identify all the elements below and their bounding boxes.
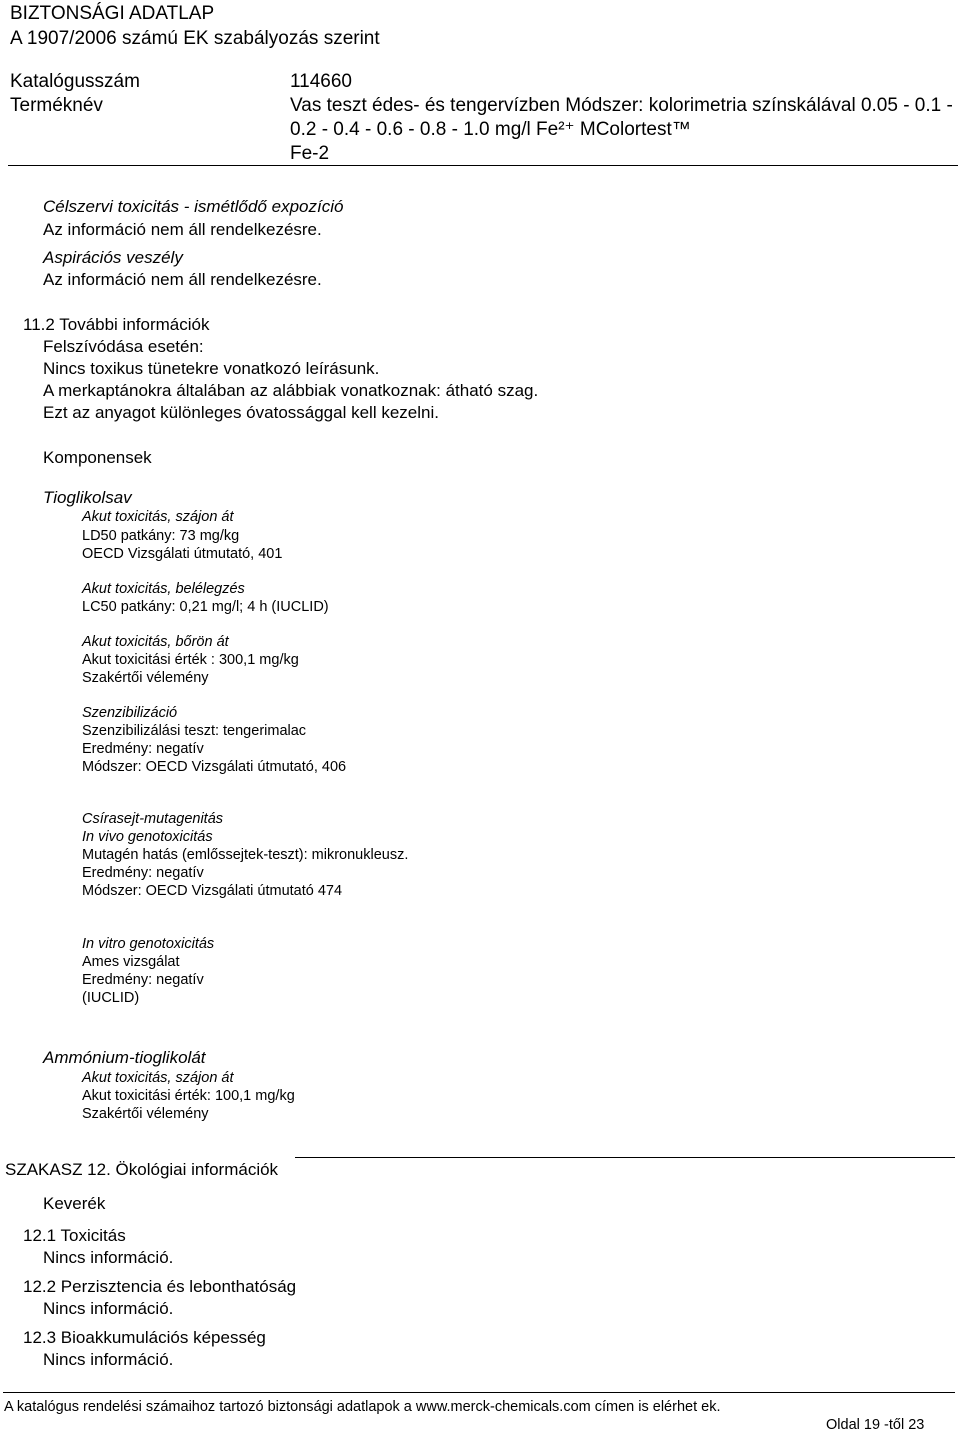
sensitisation-line: Szenzibilizálási teszt: tengerimalac (82, 723, 307, 739)
in-vivo-title: In vivo genotoxicitás (82, 829, 213, 845)
acute-inhalation-title: Akut toxicitás, belélegzés (82, 581, 245, 597)
acute-oral-line: LD50 patkány: 73 mg/kg (82, 528, 240, 544)
toxicity-text: Nincs információ. (43, 1248, 174, 1267)
acute-inhalation-line: LC50 patkány: 0,21 mg/l; 4 h (IUCLID) (82, 599, 329, 615)
mixture-label: Keverék (43, 1194, 106, 1213)
sensitisation-line: Módszer: OECD Vizsgálati útmutató, 406 (82, 759, 347, 775)
in-vitro-title: In vitro genotoxicitás (82, 936, 215, 952)
section-12-title: SZAKASZ 12. Ökológiai információk (5, 1160, 279, 1179)
acute-oral-line: Akut toxicitási érték: 100,1 mg/kg (82, 1088, 295, 1104)
stot-repeated-text: Az információ nem áll rendelkezésre. (43, 220, 322, 239)
product-label: Terméknév (10, 95, 103, 116)
doc-title: BIZTONSÁGI ADATLAP (10, 3, 215, 24)
stot-repeated-title: Célszervi toxicitás - ismétlődő expozíció (43, 197, 344, 216)
product-name-line3: Fe-2 (290, 143, 330, 164)
aspiration-title: Aspirációs veszély (43, 248, 183, 267)
persistence-text: Nincs információ. (43, 1299, 174, 1318)
additional-info-title: 11.2 További információk (23, 315, 210, 334)
in-vivo-line: Eredmény: negatív (82, 865, 204, 881)
footer-divider (3, 1392, 955, 1393)
bioaccumulation-title: 12.3 Bioakkumulációs képesség (23, 1328, 266, 1347)
page-number: Oldal 19 -től 23 (826, 1417, 925, 1433)
sensitisation-line: Eredmény: negatív (82, 741, 204, 757)
components-heading: Komponensek (43, 448, 152, 467)
acute-dermal-line: Akut toxicitási érték : 300,1 mg/kg (82, 652, 299, 668)
in-vitro-line: Eredmény: negatív (82, 972, 204, 988)
acute-oral-title: Akut toxicitás, szájon át (82, 509, 234, 525)
persistence-title: 12.2 Perzisztencia és lebonthatóság (23, 1277, 297, 1296)
footer-note: A katalógus rendelési számaihoz tartozó biztonsági adatlapok a www.merck-chemicals.com címen is elérhet ek. (4, 1399, 721, 1415)
component-name: Tioglikolsav (43, 488, 132, 507)
catalog-label: Katalógusszám (10, 71, 140, 92)
catalog-value: 114660 (290, 71, 352, 92)
product-name-line1: Vas teszt édes- és tengervízben Módszer: kolorimetria színskálával 0.05 - 0.1 - (290, 95, 953, 116)
regulation-line: A 1907/2006 számú EK szabályozás szerint (10, 28, 380, 49)
in-vivo-line: Mutagén hatás (emlőssejtek-teszt): mikronukleusz. (82, 847, 409, 863)
acute-oral-line: Szakértői vélemény (82, 1106, 209, 1122)
additional-info-line: Ezt az anyagot különleges óvatossággal kell kezelni. (43, 403, 439, 422)
additional-info-line: Nincs toxikus tünetekre vonatkozó leírásunk. (43, 359, 380, 378)
acute-oral-title: Akut toxicitás, szájon át (82, 1070, 234, 1086)
aspiration-text: Az információ nem áll rendelkezésre. (43, 270, 322, 289)
toxicity-title: 12.1 Toxicitás (23, 1226, 126, 1245)
acute-dermal-line: Szakértői vélemény (82, 670, 209, 686)
additional-info-line: Felszívódása esetén: (43, 337, 204, 356)
in-vivo-line: Módszer: OECD Vizsgálati útmutató 474 (82, 883, 343, 899)
bioaccumulation-text: Nincs információ. (43, 1350, 174, 1369)
acute-oral-line: OECD Vizsgálati útmutató, 401 (82, 546, 283, 562)
sensitisation-title: Szenzibilizáció (82, 705, 178, 721)
section-12-divider (295, 1157, 955, 1158)
germ-cell-title: Csírasejt-mutagenitás (82, 811, 224, 827)
product-name-line2: 0.2 - 0.4 - 0.6 - 0.8 - 1.0 mg/l Fe²⁺ MColortest™ (290, 119, 691, 140)
in-vitro-line: Ames vizsgálat (82, 954, 180, 970)
additional-info-line: A merkaptánokra általában az alábbiak vonatkoznak: átható szag. (43, 381, 539, 400)
acute-dermal-title: Akut toxicitás, bőrön át (82, 634, 229, 650)
header-divider (8, 165, 958, 166)
component-name: Ammónium-tioglikolát (43, 1048, 206, 1067)
in-vitro-line: (IUCLID) (82, 990, 140, 1006)
